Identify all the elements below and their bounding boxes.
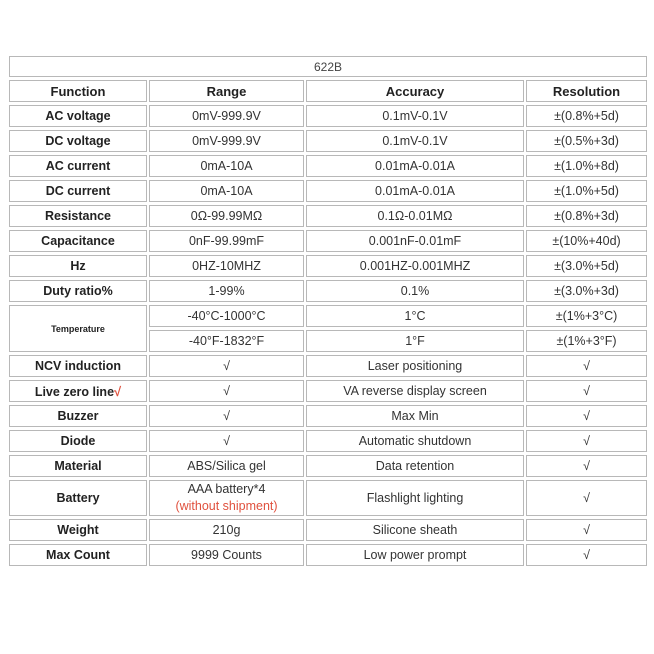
table-title: 622B — [9, 56, 647, 77]
range-cell: 210g — [149, 519, 304, 541]
header-resolution: Resolution — [526, 80, 647, 102]
battery-note: (without shipment) — [175, 499, 278, 513]
header-function: Function — [9, 80, 147, 102]
range-cell: -40°F-1832°F — [149, 330, 304, 352]
range-cell: 9999 Counts — [149, 544, 304, 566]
resolution-cell: ±(0.5%+3d) — [526, 130, 647, 152]
accuracy-cell: 1°F — [306, 330, 524, 352]
function-cell: NCV induction — [9, 355, 147, 377]
accuracy-cell: VA reverse display screen — [306, 380, 524, 402]
function-cell-temperature: Temperature — [9, 305, 147, 352]
header-accuracy: Accuracy — [306, 80, 524, 102]
range-cell: ABS/Silica gel — [149, 455, 304, 477]
function-cell: Battery — [9, 480, 147, 516]
range-cell: 0HZ-10MHZ — [149, 255, 304, 277]
check-mark: √ — [149, 355, 304, 377]
resolution-cell: ±(1%+3°F) — [526, 330, 647, 352]
table-row — [9, 380, 647, 402]
accuracy-cell: Automatic shutdown — [306, 430, 524, 452]
function-cell: AC current — [9, 155, 147, 177]
check-mark: √ — [526, 380, 647, 402]
range-cell: -40°C-1000°C — [149, 305, 304, 327]
table-row — [9, 230, 647, 252]
resolution-cell: ±(10%+40d) — [526, 230, 647, 252]
accuracy-cell: 0.01mA-0.01A — [306, 155, 524, 177]
check-mark: √ — [526, 355, 647, 377]
title-row — [9, 56, 647, 77]
table-row — [9, 205, 647, 227]
range-cell: 1-99% — [149, 280, 304, 302]
range-cell: 0Ω-99.99MΩ — [149, 205, 304, 227]
table-row — [9, 180, 647, 202]
spec-table — [7, 53, 649, 569]
accuracy-cell: Data retention — [306, 455, 524, 477]
table-row — [9, 280, 647, 302]
accuracy-cell: 0.001HZ-0.001MHZ — [306, 255, 524, 277]
range-cell: 0mV-999.9V — [149, 105, 304, 127]
resolution-cell: ±(1.0%+5d) — [526, 180, 647, 202]
function-cell: Resistance — [9, 205, 147, 227]
table-row — [9, 480, 647, 516]
accuracy-cell: Laser positioning — [306, 355, 524, 377]
range-cell: 0mA-10A — [149, 180, 304, 202]
check-mark: √ — [114, 383, 122, 399]
function-cell: DC current — [9, 180, 147, 202]
accuracy-cell: 0.1% — [306, 280, 524, 302]
accuracy-cell: Low power prompt — [306, 544, 524, 566]
check-mark: √ — [149, 380, 304, 402]
function-cell: Hz — [9, 255, 147, 277]
check-mark: √ — [526, 519, 647, 541]
accuracy-cell: 0.001nF-0.01mF — [306, 230, 524, 252]
table-row — [9, 105, 647, 127]
function-cell: Diode — [9, 430, 147, 452]
accuracy-cell: 1°C — [306, 305, 524, 327]
table-row — [9, 355, 647, 377]
check-mark: √ — [526, 430, 647, 452]
table-row — [9, 544, 647, 566]
battery-type: AAA battery*4 — [187, 482, 266, 496]
function-label: Live zero line — [34, 384, 115, 399]
accuracy-cell: 0.1Ω-0.01MΩ — [306, 205, 524, 227]
range-cell: 0mV-999.9V — [149, 130, 304, 152]
table-row — [9, 519, 647, 541]
header-row — [9, 80, 647, 102]
range-cell: 0nF-99.99mF — [149, 230, 304, 252]
range-cell: 0mA-10A — [149, 155, 304, 177]
accuracy-cell: 0.01mA-0.01A — [306, 180, 524, 202]
resolution-cell: ±(1.0%+8d) — [526, 155, 647, 177]
header-range: Range — [149, 80, 304, 102]
table-row — [9, 405, 647, 427]
check-mark: √ — [149, 430, 304, 452]
table-row — [9, 130, 647, 152]
check-mark: √ — [526, 544, 647, 566]
function-cell: Duty ratio% — [9, 280, 147, 302]
resolution-cell: ±(1%+3°C) — [526, 305, 647, 327]
table-row — [9, 155, 647, 177]
check-mark: √ — [526, 405, 647, 427]
function-cell: DC voltage — [9, 130, 147, 152]
accuracy-cell: Silicone sheath — [306, 519, 524, 541]
table-row — [9, 430, 647, 452]
resolution-cell: ±(0.8%+3d) — [526, 205, 647, 227]
table-row — [9, 255, 647, 277]
function-cell: Capacitance — [9, 230, 147, 252]
resolution-cell: ±(0.8%+5d) — [526, 105, 647, 127]
function-cell — [9, 380, 147, 402]
function-cell: Material — [9, 455, 147, 477]
check-mark: √ — [149, 405, 304, 427]
function-cell: AC voltage — [9, 105, 147, 127]
range-cell — [149, 480, 304, 516]
function-cell: Buzzer — [9, 405, 147, 427]
accuracy-cell: Max Min — [306, 405, 524, 427]
accuracy-cell: 0.1mV-0.1V — [306, 130, 524, 152]
accuracy-cell: Flashlight lighting — [306, 480, 524, 516]
resolution-cell: ±(3.0%+5d) — [526, 255, 647, 277]
check-mark: √ — [526, 480, 647, 516]
table-row — [9, 455, 647, 477]
function-cell: Max Count — [9, 544, 147, 566]
accuracy-cell: 0.1mV-0.1V — [306, 105, 524, 127]
check-mark: √ — [526, 455, 647, 477]
function-cell: Weight — [9, 519, 147, 541]
table-row — [9, 305, 647, 327]
resolution-cell: ±(3.0%+3d) — [526, 280, 647, 302]
